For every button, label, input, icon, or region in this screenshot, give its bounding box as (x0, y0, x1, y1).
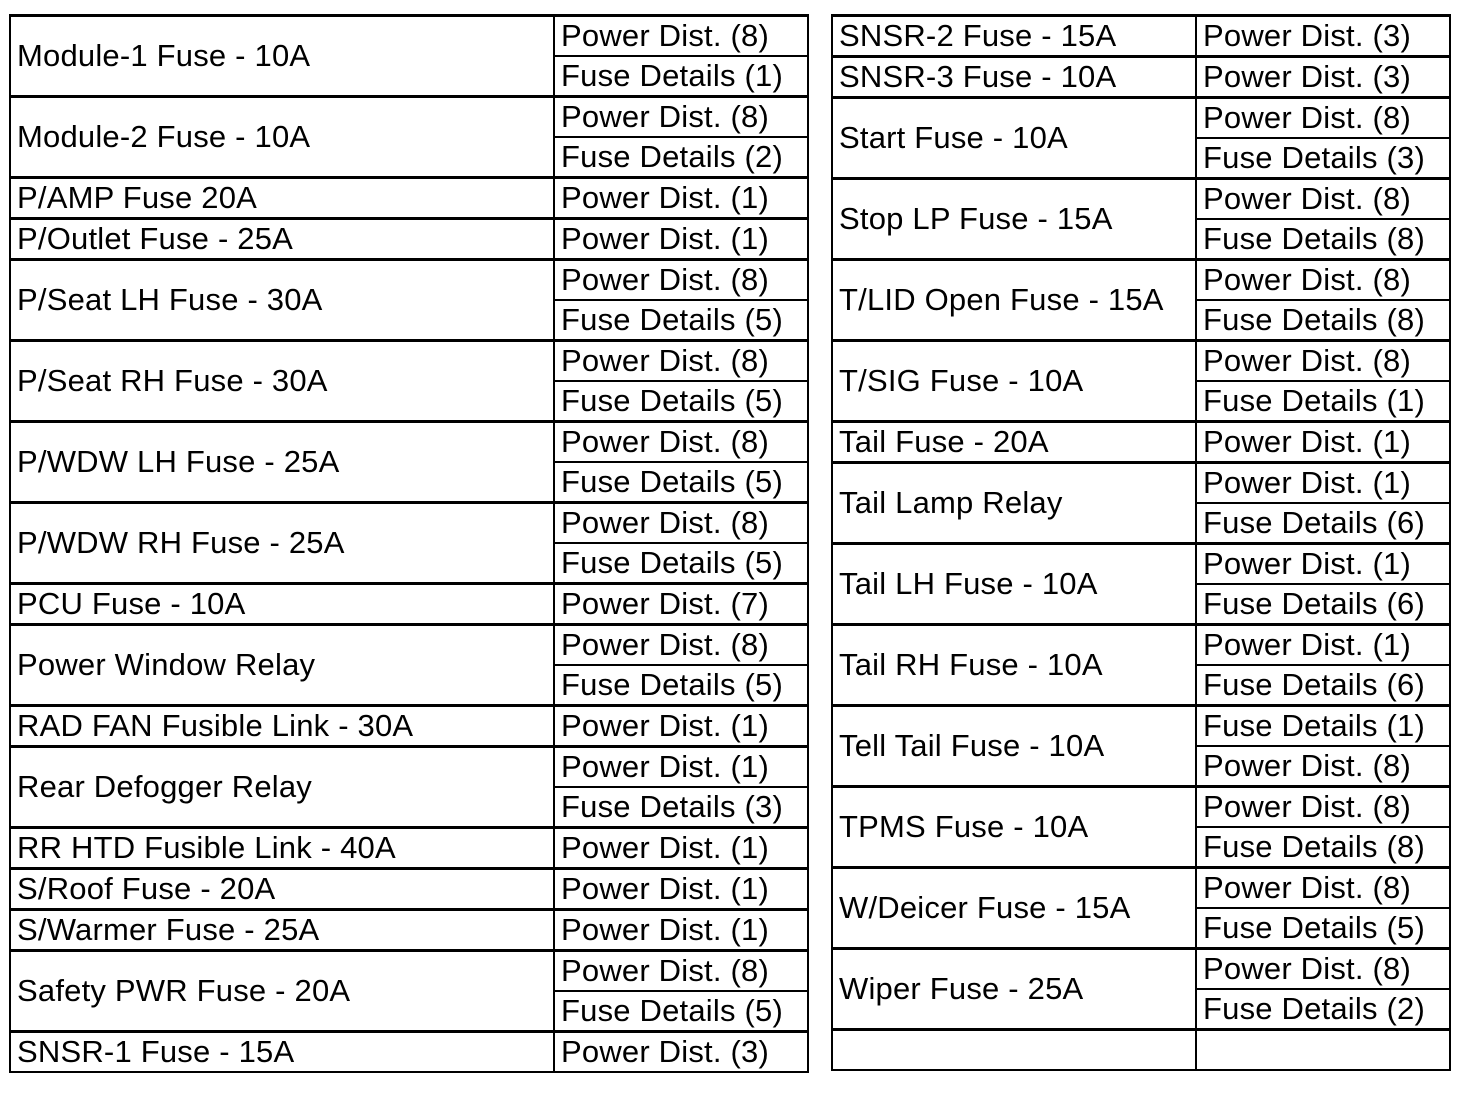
table-row (832, 706, 1450, 747)
component-name-cell: P/Seat RH Fuse - 30A (10, 341, 554, 422)
location-cell: Power Dist. (8) (1196, 787, 1450, 828)
table-row (832, 260, 1450, 301)
table-row (10, 178, 808, 219)
location-cell: Power Dist. (1) (1196, 422, 1450, 463)
location-cell (1196, 1030, 1450, 1071)
location-cell: Power Dist. (3) (1196, 57, 1450, 98)
table-row (10, 341, 808, 382)
location-cell: Fuse Details (3) (554, 787, 808, 828)
location-cell: Fuse Details (5) (554, 381, 808, 422)
component-name-cell: SNSR-1 Fuse - 15A (10, 1032, 554, 1073)
location-cell: Power Dist. (8) (554, 951, 808, 992)
component-name-cell: Wiper Fuse - 25A (832, 949, 1196, 1030)
component-name-cell: P/Seat LH Fuse - 30A (10, 260, 554, 341)
component-name-cell: RAD FAN Fusible Link - 30A (10, 706, 554, 747)
component-name-cell: S/Roof Fuse - 20A (10, 869, 554, 910)
component-name-cell (832, 1030, 1196, 1071)
location-cell: Power Dist. (1) (554, 219, 808, 260)
location-cell: Fuse Details (8) (1196, 219, 1450, 260)
location-cell: Power Dist. (1) (554, 910, 808, 951)
location-cell: Power Dist. (1) (1196, 625, 1450, 666)
location-cell: Power Dist. (8) (554, 422, 808, 463)
table-row (10, 747, 808, 788)
location-cell: Fuse Details (5) (554, 543, 808, 584)
table-row (10, 625, 808, 666)
location-cell: Fuse Details (8) (1196, 827, 1450, 868)
component-name-cell: P/WDW LH Fuse - 25A (10, 422, 554, 503)
component-name-cell: Tail Fuse - 20A (832, 422, 1196, 463)
table-row (832, 179, 1450, 220)
location-cell: Power Dist. (8) (1196, 98, 1450, 139)
table-row (10, 910, 808, 951)
component-name-cell: Safety PWR Fuse - 20A (10, 951, 554, 1032)
location-cell: Fuse Details (6) (1196, 665, 1450, 706)
component-name-cell: Module-2 Fuse - 10A (10, 97, 554, 178)
location-cell: Fuse Details (3) (1196, 138, 1450, 179)
location-cell: Fuse Details (2) (1196, 989, 1450, 1030)
location-cell: Fuse Details (5) (1196, 908, 1450, 949)
component-name-cell: SNSR-2 Fuse - 15A (832, 16, 1196, 57)
location-cell: Fuse Details (8) (1196, 300, 1450, 341)
component-name-cell: P/WDW RH Fuse - 25A (10, 503, 554, 584)
component-name-cell: Start Fuse - 10A (832, 98, 1196, 179)
location-cell: Fuse Details (5) (554, 991, 808, 1032)
component-name-cell: Tail LH Fuse - 10A (832, 544, 1196, 625)
location-cell: Fuse Details (1) (554, 56, 808, 97)
location-cell: Power Dist. (3) (554, 1032, 808, 1073)
location-cell: Fuse Details (5) (554, 462, 808, 503)
location-cell: Power Dist. (8) (554, 625, 808, 666)
location-cell: Power Dist. (8) (1196, 868, 1450, 909)
table-row (832, 544, 1450, 585)
location-cell: Power Dist. (1) (1196, 544, 1450, 585)
location-cell: Fuse Details (5) (554, 665, 808, 706)
table-row (832, 625, 1450, 666)
component-name-cell: RR HTD Fusible Link - 40A (10, 828, 554, 869)
fuse-table-right (831, 14, 1451, 1071)
table-row (10, 260, 808, 301)
component-name-cell: PCU Fuse - 10A (10, 584, 554, 625)
location-cell: Power Dist. (8) (554, 260, 808, 301)
table-row (10, 869, 808, 910)
location-cell: Power Dist. (1) (554, 178, 808, 219)
location-cell: Fuse Details (6) (1196, 503, 1450, 544)
table-row (832, 463, 1450, 504)
component-name-cell: Tell Tail Fuse - 10A (832, 706, 1196, 787)
location-cell: Power Dist. (1) (554, 706, 808, 747)
location-cell: Power Dist. (8) (1196, 746, 1450, 787)
table-row (832, 57, 1450, 98)
component-name-cell: Stop LP Fuse - 15A (832, 179, 1196, 260)
component-name-cell: T/SIG Fuse - 10A (832, 341, 1196, 422)
table-row (10, 219, 808, 260)
location-cell: Power Dist. (7) (554, 584, 808, 625)
table-row (832, 1030, 1450, 1071)
component-name-cell: TPMS Fuse - 10A (832, 787, 1196, 868)
table-row (10, 97, 808, 138)
location-cell: Power Dist. (8) (1196, 179, 1450, 220)
table-row (10, 16, 808, 57)
table-row (832, 16, 1450, 57)
table-row (832, 949, 1450, 990)
table-row (10, 951, 808, 992)
table-row (832, 341, 1450, 382)
location-cell: Fuse Details (1) (1196, 381, 1450, 422)
component-name-cell: W/Deicer Fuse - 15A (832, 868, 1196, 949)
location-cell: Power Dist. (8) (1196, 949, 1450, 990)
fuse-table-left (9, 14, 809, 1073)
location-cell: Power Dist. (8) (554, 97, 808, 138)
table-row (10, 503, 808, 544)
table-row (10, 706, 808, 747)
location-cell: Power Dist. (8) (554, 503, 808, 544)
location-cell: Power Dist. (1) (554, 869, 808, 910)
location-cell: Power Dist. (8) (1196, 341, 1450, 382)
location-cell: Power Dist. (1) (1196, 463, 1450, 504)
table-row (10, 584, 808, 625)
table-row (832, 98, 1450, 139)
component-name-cell: P/Outlet Fuse - 25A (10, 219, 554, 260)
table-row (832, 787, 1450, 828)
table-row (832, 422, 1450, 463)
component-name-cell: P/AMP Fuse 20A (10, 178, 554, 219)
location-cell: Fuse Details (5) (554, 300, 808, 341)
location-cell: Power Dist. (8) (554, 16, 808, 57)
table-row (832, 868, 1450, 909)
component-name-cell: Tail RH Fuse - 10A (832, 625, 1196, 706)
location-cell: Fuse Details (2) (554, 137, 808, 178)
location-cell: Power Dist. (1) (554, 747, 808, 788)
component-name-cell: Rear Defogger Relay (10, 747, 554, 828)
component-name-cell: T/LID Open Fuse - 15A (832, 260, 1196, 341)
location-cell: Power Dist. (8) (554, 341, 808, 382)
location-cell: Power Dist. (3) (1196, 16, 1450, 57)
location-cell: Fuse Details (1) (1196, 706, 1450, 747)
location-cell: Fuse Details (6) (1196, 584, 1450, 625)
component-name-cell: S/Warmer Fuse - 25A (10, 910, 554, 951)
component-name-cell: SNSR-3 Fuse - 10A (832, 57, 1196, 98)
table-row (10, 422, 808, 463)
location-cell: Power Dist. (1) (554, 828, 808, 869)
table-row (10, 1032, 808, 1073)
component-name-cell: Module-1 Fuse - 10A (10, 16, 554, 97)
location-cell: Power Dist. (8) (1196, 260, 1450, 301)
component-name-cell: Tail Lamp Relay (832, 463, 1196, 544)
table-row (10, 828, 808, 869)
component-name-cell: Power Window Relay (10, 625, 554, 706)
